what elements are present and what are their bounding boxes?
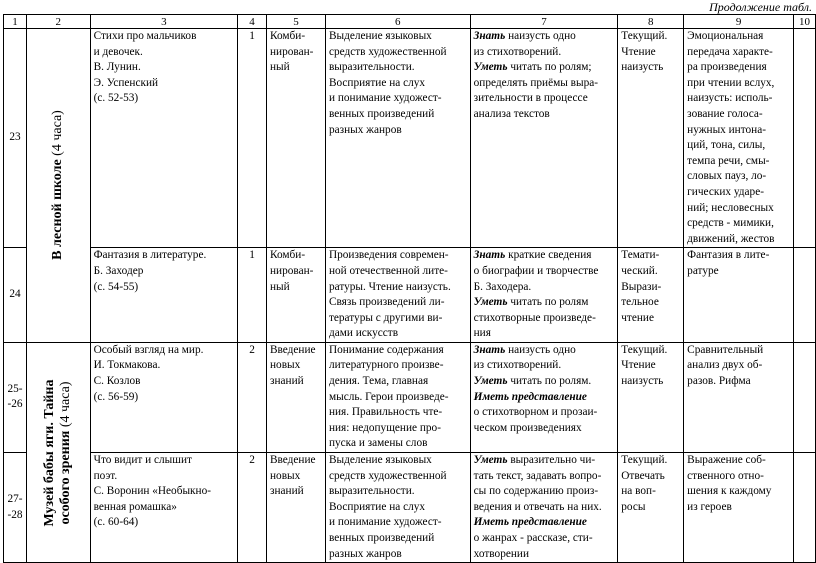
lesson-control: Темати- ческий. Вырази- тельное чтение (618, 248, 684, 343)
lesson-hours: 1 (238, 29, 267, 248)
header-cell: 7 (470, 15, 618, 29)
lesson-content: Понимание содержания литературного произве- дения. Тема, главная мысль. Герои произведе- ния. Правильность чте- ния: недопущение про- пуска и замены слов (325, 342, 470, 452)
lesson-hours: 2 (238, 453, 267, 563)
lesson-requirements: Знать краткие сведения о биографии и творчестве Б. Заходера. Уметь читать по ролям стихотворные произведе- ния (470, 248, 618, 343)
lesson-plan-table (3, 14, 816, 563)
header-cell: 8 (618, 15, 684, 29)
lesson-requirements: Знать наизусть одно из стихотворений. Уметь читать по ролям; определять приёмы выра- зительности в процессе анализа текстов (470, 29, 618, 248)
lesson-date (794, 29, 816, 248)
lesson-control: Текущий. Отвечать на воп- росы (618, 453, 684, 563)
lesson-date (794, 342, 816, 452)
lesson-extra: Фантазия в лите- ратуре (684, 248, 794, 343)
lesson-content: Выделение языковых средств художественной выразительности. Восприятие на слух и понимание художест- венных произведений разных жанров (325, 29, 470, 248)
lesson-hours: 2 (238, 342, 267, 452)
header-cell: 1 (4, 15, 27, 29)
header-cell: 5 (267, 15, 326, 29)
lesson-topic: Что видит и слышит поэт. С. Воронин «Необыкно- венная ромашка» (с. 60-64) (90, 453, 238, 563)
header-cell: 4 (238, 15, 267, 29)
section-title: Музей бабы яги. Тайна особого зрения (4 часа) (42, 379, 74, 527)
lesson-control: Текущий. Чтение наизусть (618, 342, 684, 452)
lesson-content: Произведения современ- ной отечественной лите- ратуры. Чтение наизусть. Связь произведений ли- тературы с другими ви- дами искусств (325, 248, 470, 343)
section-title-cell (26, 342, 90, 562)
table-row (4, 248, 816, 343)
lesson-control: Текущий. Чтение наизусть (618, 29, 684, 248)
lesson-type: Введение новых знаний (267, 453, 326, 563)
lesson-type: Введение новых знаний (267, 342, 326, 452)
lesson-topic: Стихи про мальчиков и девочек. В. Лунин. Э. Успенский (с. 52-53) (90, 29, 238, 248)
header-cell: 6 (325, 15, 470, 29)
lesson-date (794, 248, 816, 343)
lesson-type: Комби- нирован- ный (267, 248, 326, 343)
lesson-hours: 1 (238, 248, 267, 343)
lesson-requirements: Знать наизусть одно из стихотворений. Уметь читать по ролям. Иметь представление о стихотворном и прозаи- ческом произведениях (470, 342, 618, 452)
table-continuation-caption: Продолжение табл. (709, 0, 812, 14)
table-row (4, 29, 816, 248)
lesson-extra: Эмоциональная передача характе- ра произведения при чтении вслух, наизусть: исполь- зование голоса- нужных интона- ций, тона, силы, темпа речи, смы- словых пауз, ло- гических ударе- ний; несловесных средств - мимики, движений, жестов (684, 29, 794, 248)
lesson-requirements: Уметь выразительно чи- тать текст, задавать вопро- сы по содержанию произ- ведения и отвечать на них. Иметь представление о жанрах - рассказе, сти- хотворении (470, 453, 618, 563)
header-cell: 10 (794, 15, 816, 29)
table-row (4, 342, 816, 452)
lesson-date (794, 453, 816, 563)
lesson-content: Выделение языковых средств художественной выразительности. Восприятие на слух и понимание художест- венных произведений разных жанров (325, 453, 470, 563)
lesson-type: Комби- нирован- ный (267, 29, 326, 248)
lesson-number: 25- -26 (4, 342, 27, 452)
lesson-number: 23 (4, 29, 27, 248)
lesson-extra: Выражение соб- ственного отно- шения к каждому из героев (684, 453, 794, 563)
lesson-topic: Особый взгляд на мир. И. Токмакова. С. Козлов (с. 56-59) (90, 342, 238, 452)
lesson-number: 24 (4, 248, 27, 343)
table-row (4, 453, 816, 563)
section-title: В лесной школе (4 часа) (50, 110, 66, 261)
lesson-number: 27- -28 (4, 453, 27, 563)
header-cell: 2 (26, 15, 90, 29)
section-title-cell (26, 29, 90, 343)
header-cell: 9 (684, 15, 794, 29)
lesson-extra: Сравнительный анализ двух об- разов. Рифма (684, 342, 794, 452)
lesson-topic: Фантазия в литературе. Б. Заходер (с. 54-55) (90, 248, 238, 343)
header-cell: 3 (90, 15, 238, 29)
header-row (4, 15, 816, 29)
